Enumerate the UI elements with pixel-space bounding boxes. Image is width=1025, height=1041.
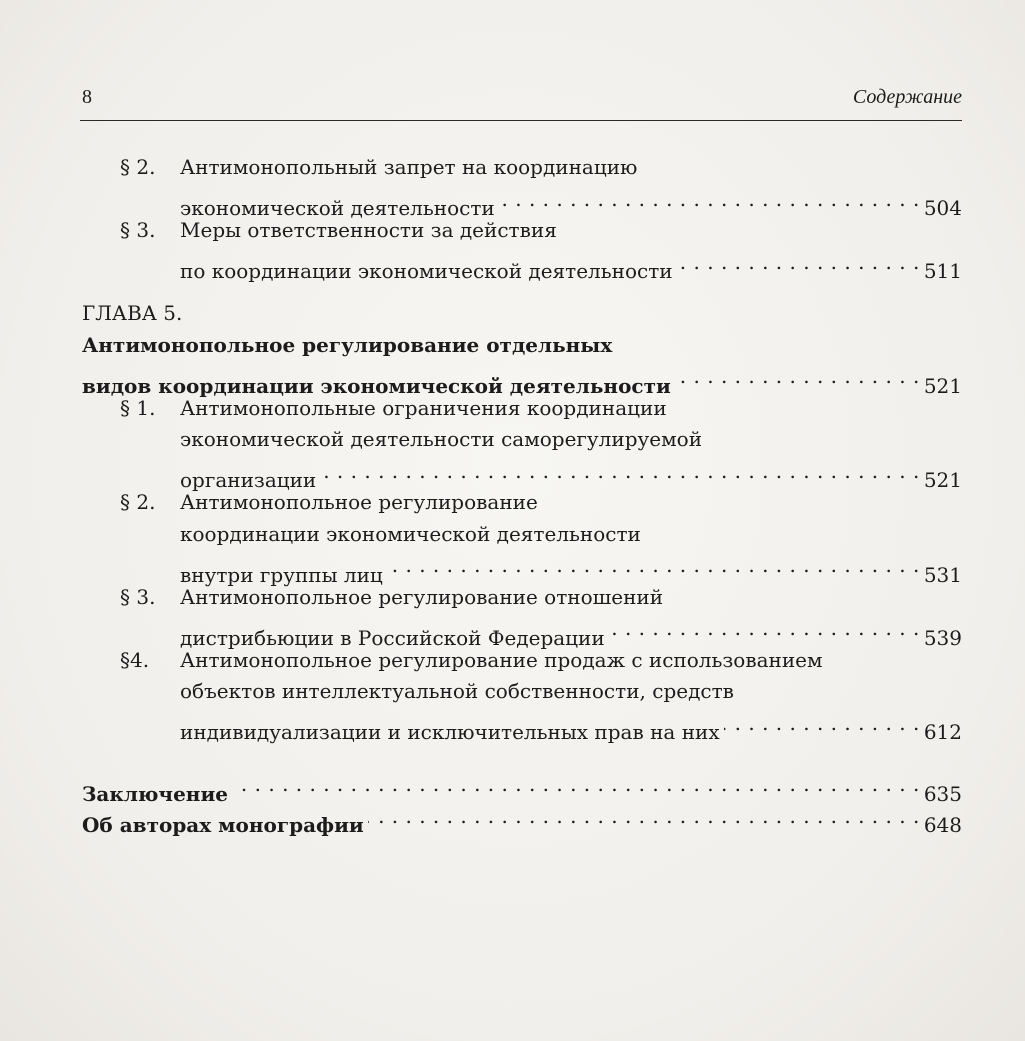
toc-entry-line: Антимонопольные ограничения координации (180, 395, 667, 420)
toc-page-number: 635 (923, 781, 962, 806)
toc-entry-line: Меры ответственности за действия (180, 218, 557, 242)
toc-page-number: 612 (923, 720, 962, 744)
toc-entry-line: Антимонопольное регулирование продаж с использованием (180, 647, 823, 672)
table-of-contents (82, 152, 962, 837)
dot-leader (387, 550, 920, 582)
toc-entry-line: индивидуализации и исключительных прав на них (180, 720, 720, 744)
toc-entry-title: Заключение (82, 781, 228, 806)
toc-page-number: 531 (923, 562, 962, 587)
toc-section-number: § 2. (120, 155, 156, 179)
toc-entry-conclusion[interactable] (82, 769, 962, 806)
toc-page-number: 521 (923, 468, 962, 492)
toc-entry-ch5-section-1[interactable] (82, 393, 962, 492)
toc-entry-line: экономической деятельности (180, 196, 495, 220)
dot-leader (724, 708, 920, 740)
toc-entry-line: экономической деятельности саморегулируемой (180, 427, 703, 451)
toc-page-number: 521 (923, 373, 962, 398)
toc-page-number: 511 (923, 259, 962, 283)
header-rule (80, 120, 962, 121)
toc-entry-line: Антимонопольное регулирование (180, 490, 538, 514)
dot-leader (232, 769, 920, 801)
toc-entry-title: Об авторах монографии (82, 813, 364, 837)
toc-entry-section-2[interactable] (82, 152, 962, 220)
toc-entry-line: объектов интеллектуальной собственности, средств (180, 679, 734, 703)
toc-page-number: 648 (923, 813, 962, 837)
toc-page-number: 504 (923, 196, 962, 220)
toc-section-number: §4. (120, 647, 150, 672)
toc-entry-line: организации (180, 468, 317, 492)
chapter-label: ГЛАВА 5. (82, 301, 183, 325)
toc-section-number: § 1. (120, 395, 156, 420)
toc-section-number: § 2. (120, 490, 156, 514)
dot-leader (675, 361, 920, 393)
dot-leader (368, 801, 920, 833)
chapter-title-line: Антимонопольное регулирование отдельных (82, 332, 613, 357)
toc-entry-line: координации экономической деятельности (180, 521, 641, 546)
toc-entry-ch5-section-4[interactable] (82, 645, 962, 744)
toc-entry-chapter-5[interactable] (82, 330, 962, 398)
dot-leader (609, 613, 920, 645)
dot-leader (499, 184, 920, 216)
dot-leader (320, 456, 920, 488)
toc-entry-section-3[interactable] (82, 215, 962, 283)
toc-entry-line: внутри группы лиц (180, 562, 383, 587)
toc-entry-line: по координации экономической деятельности (180, 259, 673, 283)
toc-entry-ch5-section-2[interactable] (82, 487, 962, 587)
toc-entry-line: Антимонопольное регулирование отношений (180, 584, 664, 609)
running-header (80, 86, 962, 112)
toc-section-number: § 3. (120, 584, 156, 609)
chapter-title-line: видов координации экономической деятельности (82, 373, 671, 398)
toc-section-number: § 3. (120, 218, 156, 242)
page-number: 8 (82, 86, 92, 108)
toc-entry-ch5-section-3[interactable] (82, 582, 962, 650)
dot-leader (677, 247, 920, 279)
toc-page-number: 539 (923, 625, 962, 650)
toc-entry-line: Антимонопольный запрет на координацию (180, 155, 638, 179)
toc-entry-line: дистрибьюции в Российской Федерации (180, 625, 605, 650)
running-section-title: Содержание (852, 86, 962, 108)
